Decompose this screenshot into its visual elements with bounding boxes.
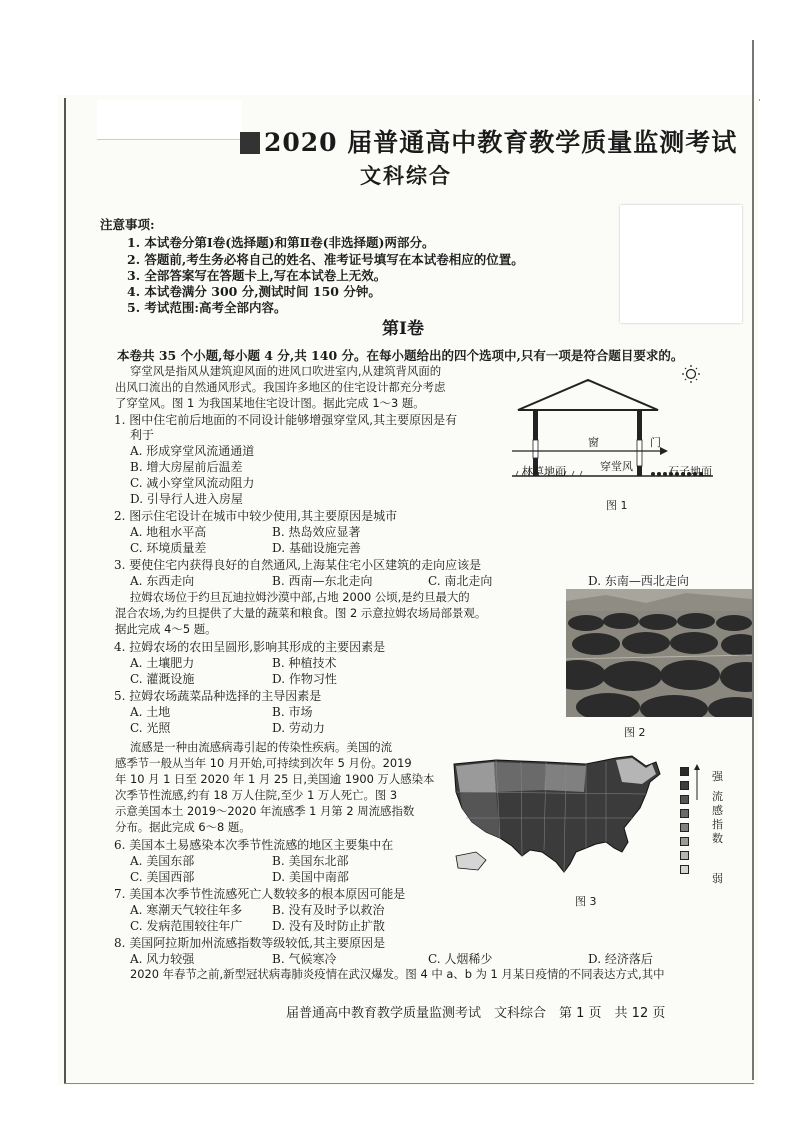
- door-opening: [637, 440, 642, 466]
- question-stem: 1. 图中住宅前后地面的不同设计能够增强穿堂风,其主要原因是有: [114, 413, 458, 427]
- option[interactable]: A. 土地: [130, 705, 171, 719]
- option[interactable]: D. 经济落后: [588, 952, 653, 966]
- option[interactable]: C. 光照: [130, 721, 171, 735]
- legend-swatch: [680, 823, 689, 832]
- figure3-caption: 图 3: [575, 895, 597, 908]
- sticky-note: [620, 205, 742, 323]
- figure1-house-diagram: [508, 364, 752, 510]
- bleed-through-mark: ·: [758, 96, 761, 106]
- question-stem: 2. 图示住宅设计在城市中较少使用,其主要原因是城市: [114, 509, 398, 523]
- grass-ground-label: 林草地面: [522, 465, 566, 478]
- option[interactable]: A. 地租水平高: [130, 525, 207, 539]
- option[interactable]: B. 西南—东北走向: [272, 574, 373, 588]
- option[interactable]: B. 气候寒冷: [272, 952, 337, 966]
- option[interactable]: B. 没有及时予以救治: [272, 903, 385, 917]
- northwest-region-shade: [494, 762, 546, 792]
- option[interactable]: D. 东南—西北走向: [588, 574, 689, 588]
- passage-line: 出风口流出的自然通风形式。我国许多地区的住宅设计都充分考虑: [115, 380, 446, 394]
- notice-item: 5. 考试范围:高考全部内容。: [127, 300, 287, 315]
- legend-swatch: [680, 851, 689, 860]
- legend-arrow-icon: [692, 764, 702, 800]
- notice-item: 1. 本试卷分第Ⅰ卷(选择题)和第Ⅱ卷(非选择题)两部分。: [127, 235, 435, 250]
- notice-item: 3. 全部答案写在答题卡上,写在本试卷上无效。: [127, 268, 387, 283]
- option[interactable]: D. 作物习性: [272, 672, 337, 686]
- question-stem: 利于: [130, 428, 155, 442]
- alaska-shape: [456, 852, 486, 870]
- notice-item: 4. 本试卷满分 300 分,测试时间 150 分钟。: [127, 284, 381, 299]
- exam-subtitle: 文科综合: [360, 163, 452, 188]
- exam-title: 2020 届普通高中教育教学质量监测考试: [240, 123, 737, 159]
- question-stem: 4. 拉姆农场的农田呈圆形,影响其形成的主要因素是: [114, 640, 386, 654]
- paper-scrap: [97, 100, 242, 140]
- option[interactable]: A. 形成穿堂风流通通道: [130, 444, 255, 458]
- legend-swatch: [680, 781, 689, 790]
- wind-label: 穿堂风: [600, 460, 633, 473]
- figure1-caption: 图 1: [606, 499, 628, 512]
- legend-swatch: [680, 809, 689, 818]
- passage-line: 混合农场,为约旦提供了大量的蔬菜和粮食。图 2 示意拉姆农场局部景观。: [115, 606, 487, 620]
- window-opening: [533, 440, 538, 458]
- figure3-us-flu-map: [446, 752, 671, 887]
- option[interactable]: D. 美国中南部: [272, 870, 349, 884]
- question-stem: 3. 要使住宅内获得良好的自然通风,上海某住宅小区建筑的走向应该是: [114, 558, 482, 572]
- house-roof: [518, 380, 658, 410]
- section-intro: 本卷共 35 个小题,每小题 4 分,共 140 分。在每小题给出的四个选项中,只有一项是符合题目要求的。: [117, 348, 684, 363]
- option[interactable]: A. 寒潮天气较往年多: [130, 903, 243, 917]
- figure2-caption: 图 2: [624, 726, 646, 739]
- north-central-region-shade: [544, 764, 586, 792]
- option[interactable]: A. 东西走向: [130, 574, 195, 588]
- figure2-farm-photo: [566, 589, 752, 717]
- legend-swatch: [680, 837, 689, 846]
- passage-line: 穿堂风是指风从建筑迎风面的进风口吹进室内,从建筑背风面的: [130, 364, 442, 378]
- option[interactable]: A. 美国东部: [130, 854, 195, 868]
- legend-high-label: 强: [712, 770, 723, 783]
- option[interactable]: B. 热岛效应显著: [272, 525, 361, 539]
- passage-line: 分布。据此完成 6～8 题。: [115, 820, 251, 834]
- option[interactable]: A. 风力较强: [130, 952, 195, 966]
- passage-line: 了穿堂风。图 1 为我国某地住宅设计图。据此完成 1～3 题。: [115, 396, 425, 410]
- southwest-region-shade: [460, 792, 500, 838]
- arrow-head-icon: [660, 447, 668, 455]
- door-label: 门: [650, 436, 661, 449]
- section-title: 第Ⅰ卷: [382, 319, 424, 339]
- page-edge-left: [64, 98, 66, 1083]
- legend-swatch: [680, 767, 689, 776]
- option[interactable]: C. 环境质量差: [130, 541, 207, 555]
- window-label: 窗: [588, 436, 599, 449]
- sun-icon: [682, 365, 700, 383]
- option[interactable]: D. 基础设施完善: [272, 541, 361, 555]
- passage-line: 据此完成 4～5 题。: [115, 622, 217, 636]
- option[interactable]: C. 发病范围较往年广: [130, 919, 243, 933]
- page-footer: 届普通高中教育教学质量监测考试 文科综合 第 1 页 共 12 页: [286, 1006, 666, 1021]
- passage-line: 示意美国本土 2019～2020 年流感季 1 月第 2 周流感指数: [115, 804, 415, 818]
- option[interactable]: D. 劳动力: [272, 721, 325, 735]
- option[interactable]: C. 美国西部: [130, 870, 195, 884]
- legend-title: 流感指数: [712, 790, 723, 845]
- question-stem: 7. 美国本次季节性流感死亡人数较多的根本原因可能是: [114, 887, 406, 901]
- western-region-shade: [456, 762, 496, 792]
- legend-swatch: [680, 865, 689, 874]
- passage-line: 年 10 月 1 日至 2020 年 1 月 25 日,美国逾 1900 万人感染本: [115, 772, 435, 786]
- option[interactable]: B. 种植技术: [272, 656, 337, 670]
- notice-heading: 注意事项:: [100, 217, 155, 232]
- passage-line: 次季节性流感,约有 18 万人住院,至少 1 万人死亡。图 3: [115, 788, 398, 802]
- option[interactable]: B. 美国东北部: [272, 854, 349, 868]
- legend-swatch: [680, 795, 689, 804]
- page-edge-right: [752, 40, 754, 1080]
- question-stem: 8. 美国阿拉斯加州流感指数等级较低,其主要原因是: [114, 936, 386, 950]
- passage-line: 拉姆农场位于约旦瓦迪拉姆沙漠中部,占地 2000 公顷,是约旦最大的: [130, 590, 470, 604]
- option[interactable]: C. 减小穿堂风流动阻力: [130, 476, 255, 490]
- option[interactable]: C. 灌溉设施: [130, 672, 195, 686]
- question-stem: 6. 美国本土易感染本次季节性流感的地区主要集中在: [114, 838, 394, 852]
- passage-line: 2020 年春节之前,新型冠状病毒肺炎疫情在武汉爆发。图 4 中 a、b 为 1 月某日疫情的不同表达方式,其中: [130, 967, 665, 981]
- option[interactable]: D. 引导行人进入房屋: [130, 492, 243, 506]
- option[interactable]: C. 南北走向: [428, 574, 493, 588]
- page-edge-bottom: [64, 1083, 754, 1084]
- option[interactable]: B. 增大房屋前后温差: [130, 460, 243, 474]
- notice-item: 2. 答题前,考生务必将自己的姓名、准考证号填写在本试卷相应的位置。: [127, 252, 524, 267]
- option[interactable]: A. 土壤肥力: [130, 656, 195, 670]
- option[interactable]: D. 没有及时防止扩散: [272, 919, 385, 933]
- gravel-ground-label: 石子地面: [668, 465, 712, 478]
- passage-line: 流感是一种由流感病毒引起的传染性疾病。美国的流: [130, 740, 392, 754]
- option[interactable]: B. 市场: [272, 705, 313, 719]
- title-seal-mark: [240, 132, 260, 154]
- legend-low-label: 弱: [712, 872, 723, 885]
- option[interactable]: C. 人烟稀少: [428, 952, 493, 966]
- question-stem: 5. 拉姆农场蔬菜品种选择的主导因素是: [114, 689, 322, 703]
- passage-line: 感季节一般从当年 10 月开始,可持续到次年 5 月份。2019: [115, 756, 412, 770]
